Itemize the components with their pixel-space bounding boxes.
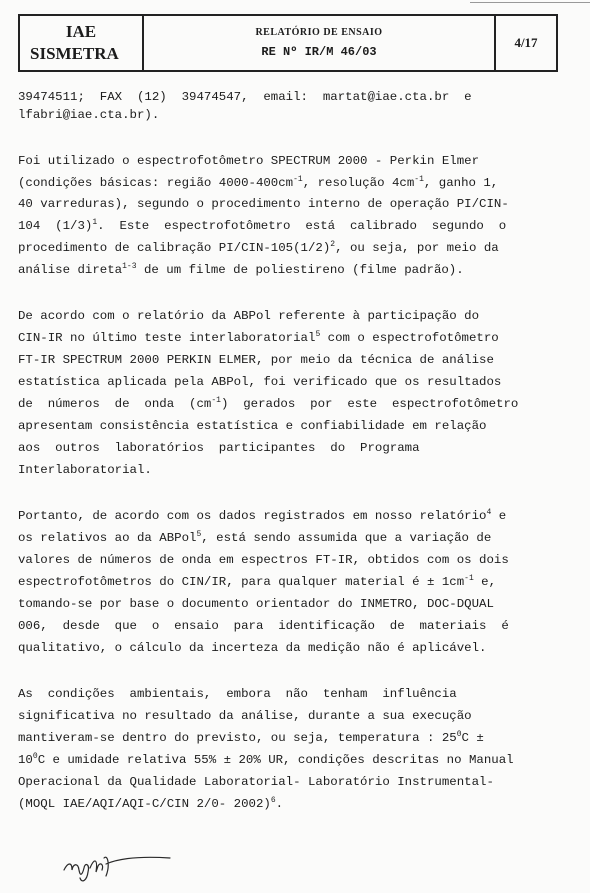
text-run: de números de onda (cm bbox=[18, 397, 212, 411]
contact-line-2: lfabri@iae.cta.br). bbox=[18, 108, 160, 122]
text-line: significativa no resultado da análise, durante a sua execução bbox=[18, 709, 472, 723]
superscript: 1-3 bbox=[122, 261, 137, 271]
superscript: -1 bbox=[464, 573, 474, 583]
text-line: As condições ambientais, embora não tenham influência bbox=[18, 687, 457, 701]
superscript: -1 bbox=[211, 395, 221, 405]
text-run: Portanto, de acordo com os dados registrados em nosso relatório bbox=[18, 509, 487, 523]
superscript: 2 bbox=[330, 239, 336, 249]
text-line: tomando-se por base o documento orientador do INMETRO, DOC-DQUAL bbox=[18, 597, 494, 611]
text-line bbox=[18, 396, 556, 412]
superscript: 5 bbox=[315, 329, 321, 339]
text-run: os relativos ao da ABPol bbox=[18, 531, 197, 545]
text-line bbox=[18, 752, 556, 768]
text-line: 006, desde que o ensaio para identificação de materiais é bbox=[18, 619, 509, 633]
contact-line-1: 39474511; FAX (12) 39474547, email: martat@iae.cta.br e bbox=[18, 90, 472, 104]
page-number: 4/17 bbox=[514, 35, 538, 50]
text-run: . bbox=[275, 797, 284, 811]
text-line bbox=[18, 175, 556, 191]
text-run: e bbox=[491, 509, 507, 523]
text-run: e, bbox=[473, 575, 497, 589]
text-line bbox=[18, 574, 556, 590]
report-header bbox=[18, 14, 558, 72]
text-line bbox=[18, 218, 556, 234]
superscript: 6 bbox=[270, 795, 276, 805]
text-run: espectrofotômetros do CIN/IR, para qualquer material é ± 1cm bbox=[18, 575, 465, 589]
text-run: ) gerados por este espectrofotômetro bbox=[220, 397, 519, 411]
superscript: 4 bbox=[486, 507, 492, 517]
text-line: aos outros laboratórios participantes do Programa bbox=[18, 441, 420, 455]
text-line: estatística aplicada pela ABPol, foi verificado que os resultados bbox=[18, 375, 502, 389]
superscript: -1 bbox=[414, 174, 424, 184]
text-run: CIN-IR no último teste interlaboratorial bbox=[18, 331, 316, 345]
superscript: 0 bbox=[32, 751, 38, 761]
text-line bbox=[18, 530, 556, 546]
text-run: (MOQL IAE/AQI/AQI-C/CIN 2/0- 2002) bbox=[18, 797, 271, 811]
text-line: Interlaboratorial. bbox=[18, 463, 152, 477]
text-run: mantiveram-se dentro do previsto, ou seja, temperatura : 25 bbox=[18, 731, 457, 745]
org-name: IAE bbox=[65, 22, 97, 41]
text-line: FT-IR SPECTRUM 2000 PERKIN ELMER, por meio da técnica de análise bbox=[18, 353, 494, 367]
superscript: 0 bbox=[456, 729, 462, 739]
text-run: 104 (1/3) bbox=[18, 219, 93, 233]
text-run: , ou seja, por meio da bbox=[335, 241, 499, 255]
text-run: C ± bbox=[461, 731, 484, 745]
text-run: . Este espectrofotômetro está calibrado segundo o bbox=[97, 219, 507, 233]
report-id-cell bbox=[144, 16, 496, 70]
text-line: apresentam consistência estatística e confiabilidade em relação bbox=[18, 419, 487, 433]
text-line bbox=[18, 330, 556, 346]
text-line: Foi utilizado o espectrofotômetro SPECTRUM 2000 - Perkin Elmer bbox=[18, 154, 480, 168]
superscript: 5 bbox=[196, 529, 202, 539]
text-line bbox=[18, 262, 556, 278]
report-title: RELATÓRIO DE ENSAIO bbox=[255, 27, 383, 38]
org-division: SISMETRA bbox=[30, 44, 119, 63]
organization-cell bbox=[20, 16, 144, 70]
superscript: 1 bbox=[92, 217, 98, 227]
text-run: análise direta bbox=[18, 263, 123, 277]
text-line: qualitativo, o cálculo da incerteza da medição não é aplicável. bbox=[18, 641, 487, 655]
text-run: de um filme de poliestireno (filme padrão). bbox=[136, 263, 464, 277]
text-line: 40 varreduras), segundo o procedimento interno de operação PI/CIN- bbox=[18, 197, 509, 211]
text-run: (condições básicas: região 4000-400cm bbox=[18, 176, 294, 190]
text-run: , resolução 4cm bbox=[302, 176, 415, 190]
text-run: procedimento de calibração PI/CIN-105(1/2) bbox=[18, 241, 331, 255]
text-run: , ganho 1, bbox=[423, 176, 499, 190]
text-line bbox=[18, 796, 556, 812]
superscript: -1 bbox=[293, 174, 303, 184]
text-line: De acordo com o relatório da ABPol referente à participação do bbox=[18, 309, 480, 323]
text-line: valores de números de onda em espectros FT-IR, obtidos com os dois bbox=[18, 553, 509, 567]
top-scan-line bbox=[470, 2, 590, 3]
text-line: Operacional da Qualidade Laboratorial- Laboratório Instrumental- bbox=[18, 775, 494, 789]
text-line bbox=[18, 730, 556, 746]
handwritten-initials bbox=[60, 852, 190, 888]
report-number: RE Nº IR/M 46/03 bbox=[261, 45, 377, 59]
text-run: 10 bbox=[18, 753, 33, 767]
text-run: , está sendo assumida que a variação de bbox=[201, 531, 492, 545]
text-line bbox=[18, 240, 556, 256]
text-line bbox=[18, 508, 556, 524]
text-run: com o espectrofotômetro bbox=[320, 331, 499, 345]
text-run: C e umidade relativa 55% ± 20% UR, condições descritas no Manual bbox=[37, 753, 514, 767]
